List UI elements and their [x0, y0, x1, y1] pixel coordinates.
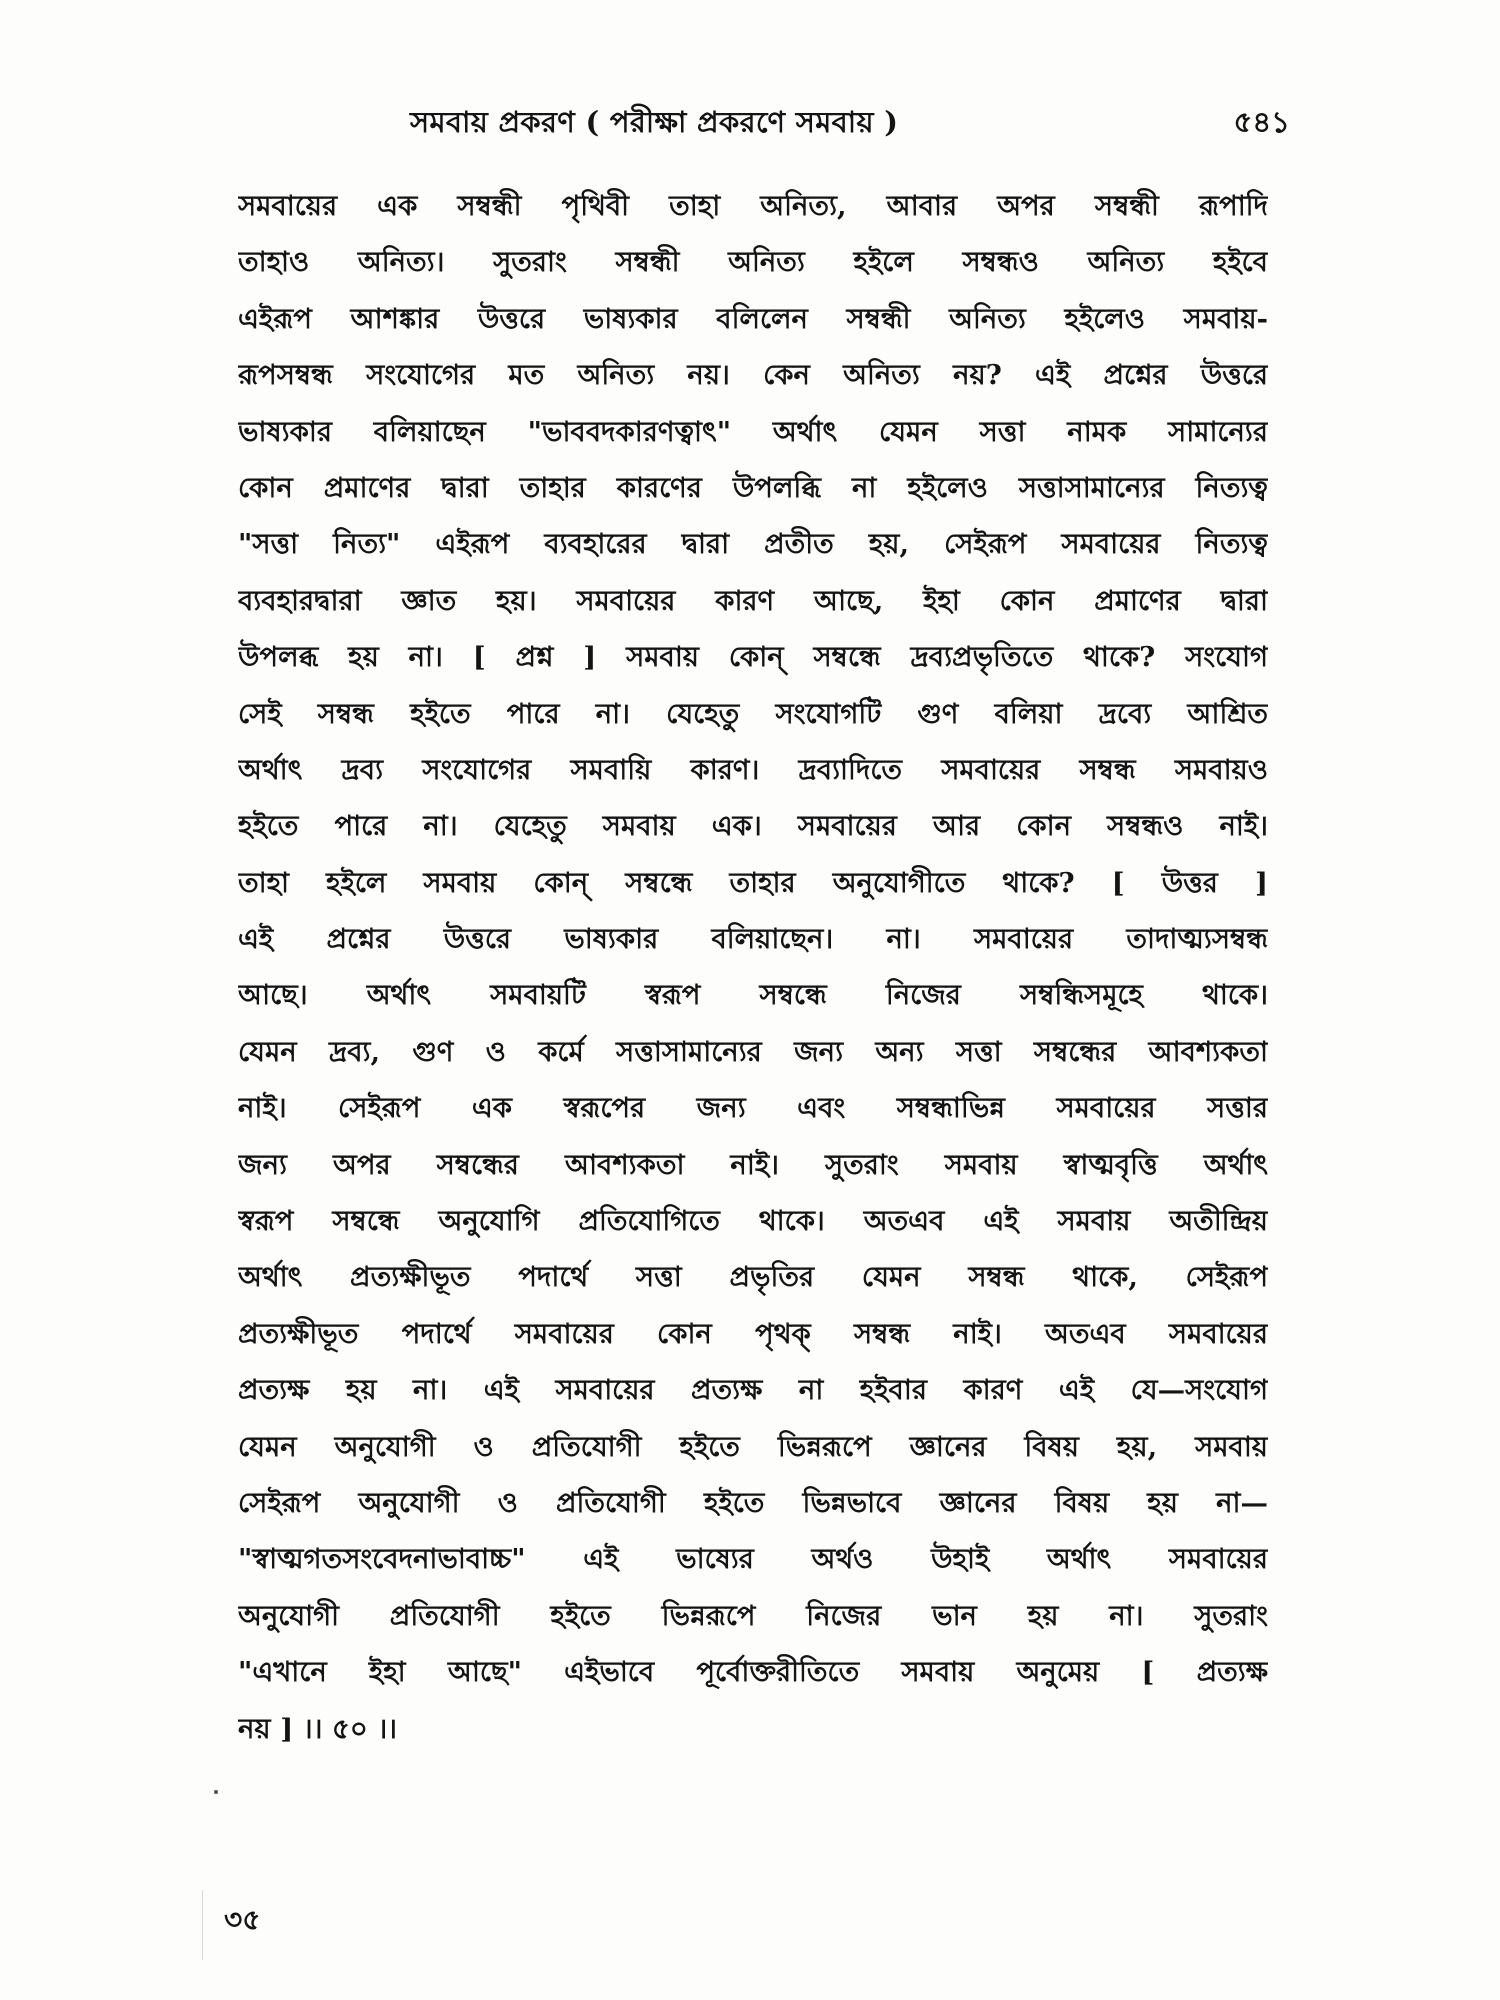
text-line: নাই। সেইরূপ এক স্বরূপের জন্য এবং সম্বন্ধাভিন্ন সমবায়ের সত্তার: [238, 1092, 1268, 1125]
running-header: [240, 100, 1290, 160]
text-line: আছে। অর্থাৎ সমবায়টি স্বরূপ সম্বন্ধে নিজের সম্বন্ধিসমূহে থাকে।: [238, 979, 1268, 1012]
text-line: তাহা হইলে সমবায় কোন্ সম্বন্ধে তাহার অনুযোগীতে থাকে? [ উত্তর ]: [238, 866, 1268, 899]
text-line: সেইরূপ অনুযোগী ও প্রতিযোগী হইতে ভিন্নভাবে জ্ঞানের বিষয় হয় না—: [238, 1486, 1268, 1519]
text-line: কোন প্রমাণের দ্বারা তাহার কারণের উপলব্ধি না হইলেও সত্তাসামান্যের নিত্যত্ব: [238, 471, 1268, 504]
margin-rule: [202, 1890, 203, 1960]
text-line: সেই সম্বন্ধ হইতে পারে না। যেহেতু সংযোগটি গুণ বলিয়া দ্রব্যে আশ্রিত: [238, 697, 1268, 730]
text-line: স্বরূপ সম্বন্ধে অনুযোগি প্রতিযোগিতে থাকে। অতএব এই সমবায় অতীন্দ্রিয়: [238, 1205, 1268, 1238]
body-text: [238, 178, 1268, 1757]
print-speck: [214, 1790, 218, 1794]
text-line: সমবায়ের এক সম্বন্ধী পৃথিবী তাহা অনিত্য, আবার অপর সম্বন্ধী রূপাদি: [238, 190, 1268, 222]
text-line: "সত্তা নিত্য" এইরূপ ব্যবহারের দ্বারা প্রতীত হয়, সেইরূপ সমবায়ের নিত্যত্ব: [238, 528, 1268, 561]
text-line: অর্থাৎ প্রত্যক্ষীভূত পদার্থে সত্তা প্রভৃতির যেমন সম্বন্ধ থাকে, সেইরূপ: [238, 1261, 1268, 1294]
text-line: তাহাও অনিত্য। সুতরাং সম্বন্ধী অনিত্য হইলে সম্বন্ধও অনিত্য হইবে: [238, 246, 1268, 279]
signature-mark: ৩৫: [224, 1903, 261, 1936]
text-line: ভাষ্যকার বলিয়াছেন "ভাববদকারণত্বাৎ" অর্থাৎ যেমন সত্তা নামক সামান্যের: [238, 415, 1268, 448]
chapter-title: সমবায় প্রকরণ ( পরীক্ষা প্রকরণে সমবায় ): [410, 105, 899, 139]
text-line: ব্যবহারদ্বারা জ্ঞাত হয়। সমবায়ের কারণ আছে, ইহা কোন প্রমাণের দ্বারা: [238, 584, 1268, 617]
text-line: যেমন অনুযোগী ও প্রতিযোগী হইতে ভিন্নরূপে জ্ঞানের বিষয় হয়, সমবায়: [238, 1430, 1268, 1463]
text-line: যেমন দ্রব্য, গুণ ও কর্মে সত্তাসামান্যের জন্য অন্য সত্তা সম্বন্ধের আবশ্যকতা: [238, 1035, 1268, 1068]
text-line-final: নয় ] ।। ৫০ ।।: [238, 1712, 397, 1745]
text-line: অর্থাৎ দ্রব্য সংযোগের সমবায়ি কারণ। দ্রব্যাদিতে সমবায়ের সম্বন্ধ সমবায়ও: [238, 753, 1268, 786]
text-line: "স্বাত্মগতসংবেদনাভাবাচ্চ" এই ভাষ্যের অর্থও উহাই অর্থাৎ সমবায়ের: [238, 1543, 1268, 1576]
text-line: জন্য অপর সম্বন্ধের আবশ্যকতা নাই। সুতরাং সমবায় স্বাত্মবৃত্তি অর্থাৎ: [238, 1148, 1268, 1181]
text-line: "এখানে ইহা আছে" এইভাবে পূর্বোক্তরীতিতে সমবায় অনুমেয় [ প্রত্যক্ষ: [238, 1656, 1268, 1689]
text-line: হইতে পারে না। যেহেতু সমবায় এক। সমবায়ের আর কোন সম্বন্ধও নাই।: [238, 810, 1268, 843]
text-line: উপলব্ধ হয় না। [ প্রশ্ন ] সমবায় কোন্ সম্বন্ধে দ্রব্যপ্রভৃতিতে থাকে? সংযোগ: [238, 641, 1268, 674]
text-line: প্রত্যক্ষ হয় না। এই সমবায়ের প্রত্যক্ষ না হইবার কারণ এই যে—সংযোগ: [238, 1374, 1268, 1407]
text-line: এই প্রশ্নের উত্তরে ভাষ্যকার বলিয়াছেন। না। সমবায়ের তাদাত্ম্যসম্বন্ধ: [238, 923, 1268, 956]
page-number: ৫৪১: [1233, 105, 1290, 139]
text-line: প্রত্যক্ষীভূত পদার্থে সমবায়ের কোন পৃথক্ সম্বন্ধ নাই। অতএব সমবায়ের: [238, 1317, 1268, 1350]
text-line: অনুযোগী প্রতিযোগী হইতে ভিন্নরূপে নিজের ভান হয় না। সুতরাং: [238, 1599, 1268, 1632]
text-line: এইরূপ আশঙ্কার উত্তরে ভাষ্যকার বলিলেন সম্বন্ধী অনিত্য হইলেও সমবায়-: [238, 302, 1268, 335]
text-line: রূপসম্বন্ধ সংযোগের মত অনিত্য নয়। কেন অনিত্য নয়? এই প্রশ্নের উত্তরে: [238, 359, 1268, 392]
